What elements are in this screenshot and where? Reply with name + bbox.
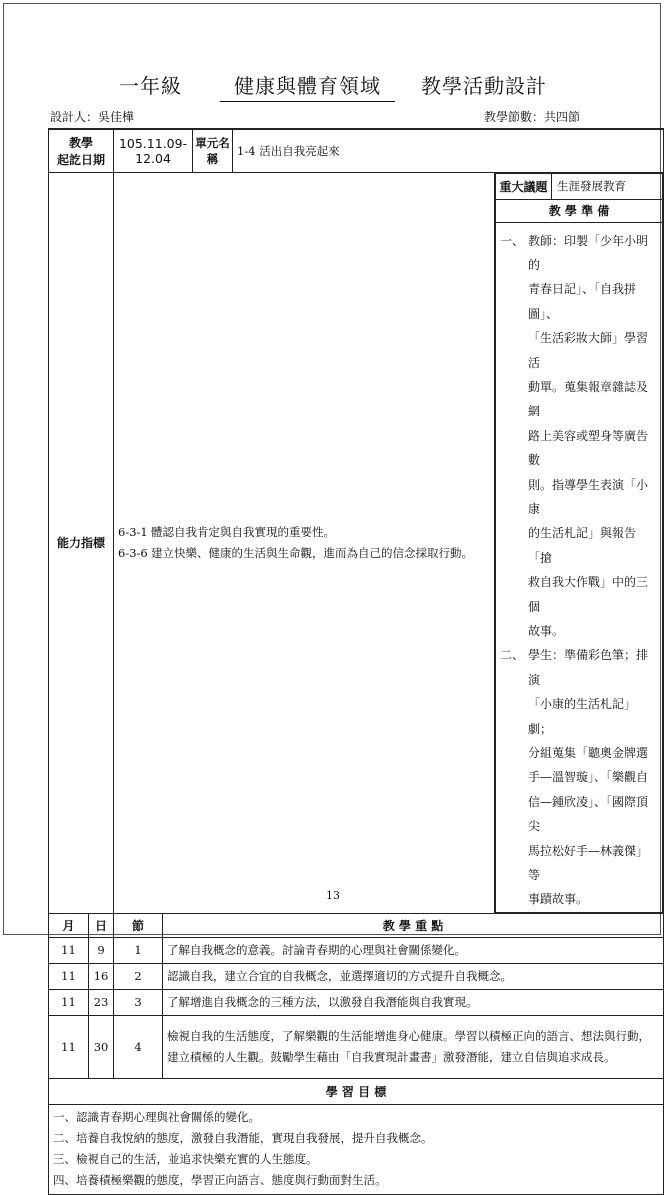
month-header: 月 [49,913,89,937]
prep-line: 的生活札記」與報告「搶 [528,526,637,565]
prep-line: 路上美容或塑身等廣告數 [528,428,649,468]
prep-line: 動單。蒐集報章雜誌及網 [528,379,649,419]
prep-line: 馬拉松好手—林義傑」等 [528,843,649,883]
ability-list [114,522,494,564]
prep-line: 分組蒐集「聽奧金牌選 [528,746,649,761]
ability-item: 6-3-1 體認自我肯定與自我實現的重要性。 [118,524,336,539]
page-number: 13 [326,889,340,902]
focus-header: 教 學 重 點 [163,913,664,937]
goals-cell [49,1104,664,1194]
designer-label: 設計人：吳佳樺 [50,110,135,124]
ability-cell [114,172,495,913]
prep-line: 救自我大作戰」中的三個 [528,575,649,614]
prep-line: 教師：印製「少年小明的 [528,233,649,272]
ability-item: 6-3-6 建立快樂、健康的生活與生命觀，進而為自己的信念採取行動。 [118,545,474,560]
prep-content [496,222,663,912]
table-row: 11 9 1 了解自我概念的意義。討論青春期的心理與社會關係變化。 [49,937,664,963]
list-item: 一、認識青春期心理與社會關係的變化。 [53,1109,260,1124]
prep-line: 「生活彩妝大師」學習活 [528,331,649,370]
prep-list [496,223,662,912]
prep-line: 則。指導學生表演「小康 [528,477,649,516]
ability-label: 能力指標 [49,172,114,913]
grade-title: 一年級 [119,74,182,98]
table-row: 11 30 4 檢視自我的生活態度，了解樂觀的生活能增進身心健康。學習以積極正向的語言、想法與行動，建立積極的人生觀。鼓勵學生藉由「自我實現計畫書」激發潛能，建立自信與追求成長。 [49,1015,664,1078]
date-value: 105.11.09-12.04 [114,129,193,172]
prep-item-text [528,643,658,911]
prep-item-text [528,229,658,644]
table-row: 11 16 2 認識自我，建立合宜的自我概念，並選擇適切的方式提升自我概念。 [49,963,664,989]
list-item: 三、檢視自己的生活，並追求快樂充實的人生態度。 [53,1151,318,1166]
right-panel-cell [495,172,664,913]
unit-value: 1-4 活出自我亮起來 [233,129,664,172]
list-item: 二、培養自我悅納的態度，激發自我潛能，實現自我發展，提升自我概念。 [53,1130,433,1145]
period-header: 節 [114,913,163,937]
list-item: 四、培養積極樂觀的態度，學習正向語言、態度與行動面對生活。 [53,1172,387,1187]
table-row: 11 23 3 了解增進自我概念的三種方法，以激發自我潛能與自我實現。 [49,989,664,1015]
date-label-cell: 教學 起訖日期 [49,129,114,172]
goals-label: 學 習 目 標 [49,1078,664,1104]
prep-line: 手—溫智璇」、「樂觀自 [528,770,649,785]
prep-line: 「小康的生活札記」劇； [528,697,637,736]
domain-title: 健康與體育領域 [220,70,395,102]
goals-list [49,1105,663,1193]
sessions-label: 教學節數：共四節 [483,110,580,124]
topic-label: 重大議題 [496,173,552,199]
day-header: 日 [89,913,114,937]
prep-line: 信—鍾欣凌」、「國際頂尖 [528,794,649,834]
prep-line: 故事。 [528,624,565,638]
prep-line: 事蹟故事。 [528,892,589,907]
page-title [0,70,666,102]
lesson-plan-table [48,128,664,1195]
doc-type-title: 教學活動設計 [421,74,547,98]
unit-label: 單元名稱 [193,129,233,172]
prep-item [500,643,658,911]
prep-line: 青春日記」、「自我拼圖」、 [528,282,637,321]
prep-label: 教 學 準 備 [496,199,663,222]
prep-line: 學生：準備彩色筆；排演 [528,648,649,687]
prep-item-number: 一、 [500,233,525,248]
prep-item-number: 二、 [500,648,525,663]
topic-value: 生涯發展教育 [552,173,663,199]
prep-item [500,229,658,644]
